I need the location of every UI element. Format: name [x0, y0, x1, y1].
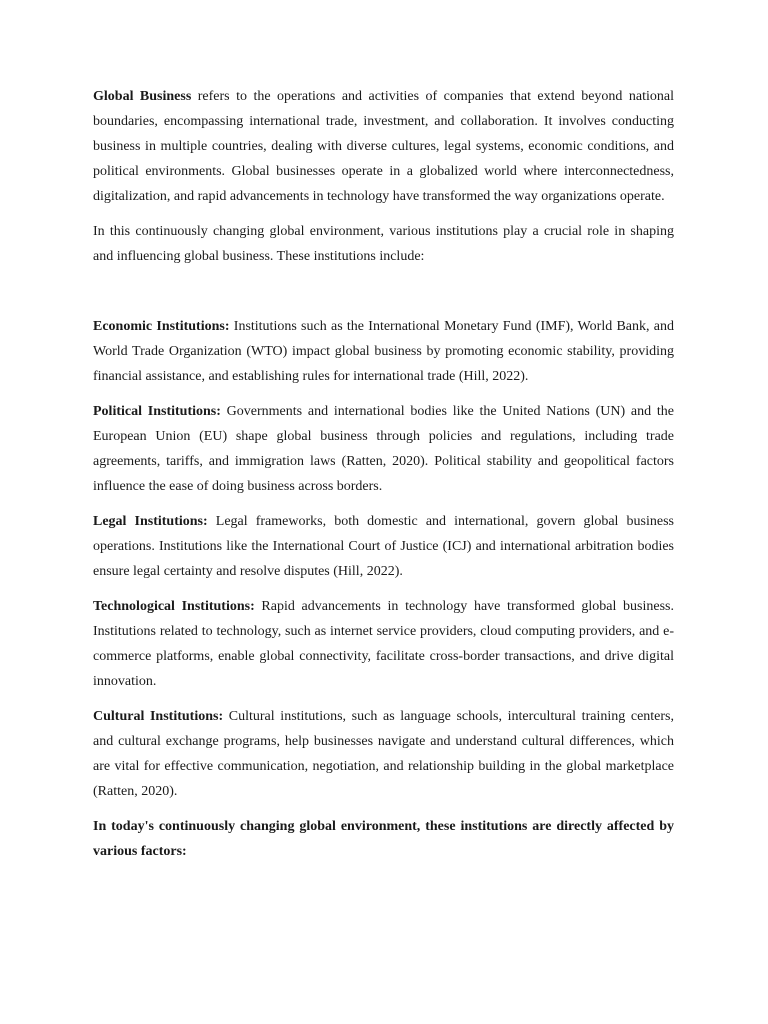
intro-paragraph — [93, 84, 674, 209]
institution-text: Cultural institutions, such as language schools, intercultural training centers, and cultural exchange programs, help businesses navigate and understand cultural differences, which are vital for effective communication, negotiation, and relationship building in the global marketplace (Ratten, 2020). — [93, 709, 675, 799]
institution-paragraph-legal — [93, 509, 674, 584]
institution-paragraph-technological — [93, 594, 674, 694]
institution-term: Technological Institutions: — [93, 599, 255, 614]
institution-paragraph-economic — [93, 314, 674, 389]
institution-paragraph-political — [93, 399, 674, 499]
institution-term: Political Institutions: — [93, 404, 221, 419]
institution-paragraph-cultural — [93, 704, 674, 804]
context-paragraph: In this continuously changing global environment, various institutions play a crucial role in shaping and influencing global business. These institutions include: — [93, 224, 674, 264]
institution-text: Legal frameworks, both domestic and international, govern global business operations. Institutions like the International Court of Justice (ICJ) and international arbitration bodies ensure legal certainty and resolve disputes (Hill, 2022). — [93, 514, 674, 579]
document-body — [93, 84, 674, 874]
institution-text: Governments and international bodies like the United Nations (UN) and the European Union (EU) shape global business through policies and regulations, including trade agreements, tariffs, and immigration laws (Ratten, 2020). Political stability and geopolitical factors influence the ease of doing business across borders. — [93, 404, 675, 494]
intro-text: refers to the operations and activities of companies that extend beyond national boundaries, encompassing international trade, investment, and collaboration. It involves conducting business in multiple countries, dealing with diverse cultures, legal systems, economic conditions, and political environments. Global businesses operate in a globalized world where interconnectedness, digitalization, and rapid advancements in technology have transformed the way organizations operate. — [93, 89, 674, 204]
institution-term: Legal Institutions: — [93, 514, 208, 529]
institution-text: Institutions such as the International Monetary Fund (IMF), World Bank, and World Trade Organization (WTO) impact global business by promoting economic stability, providing financial assistance, and establishing rules for international trade (Hill, 2022). — [93, 319, 675, 384]
closing-paragraph: In today's continuously changing global environment, these institutions are directly affected by various factors: — [93, 819, 674, 859]
intro-lead-term: Global Business — [93, 89, 192, 104]
institution-term: Economic Institutions: — [93, 319, 230, 334]
institution-text: Rapid advancements in technology have transformed global business. Institutions related to technology, such as internet service providers, cloud computing providers, and e-commerce platforms, enable global connectivity, facilitate cross-border transactions, and drive digital innovation. — [93, 599, 674, 689]
institution-term: Cultural Institutions: — [93, 709, 224, 724]
